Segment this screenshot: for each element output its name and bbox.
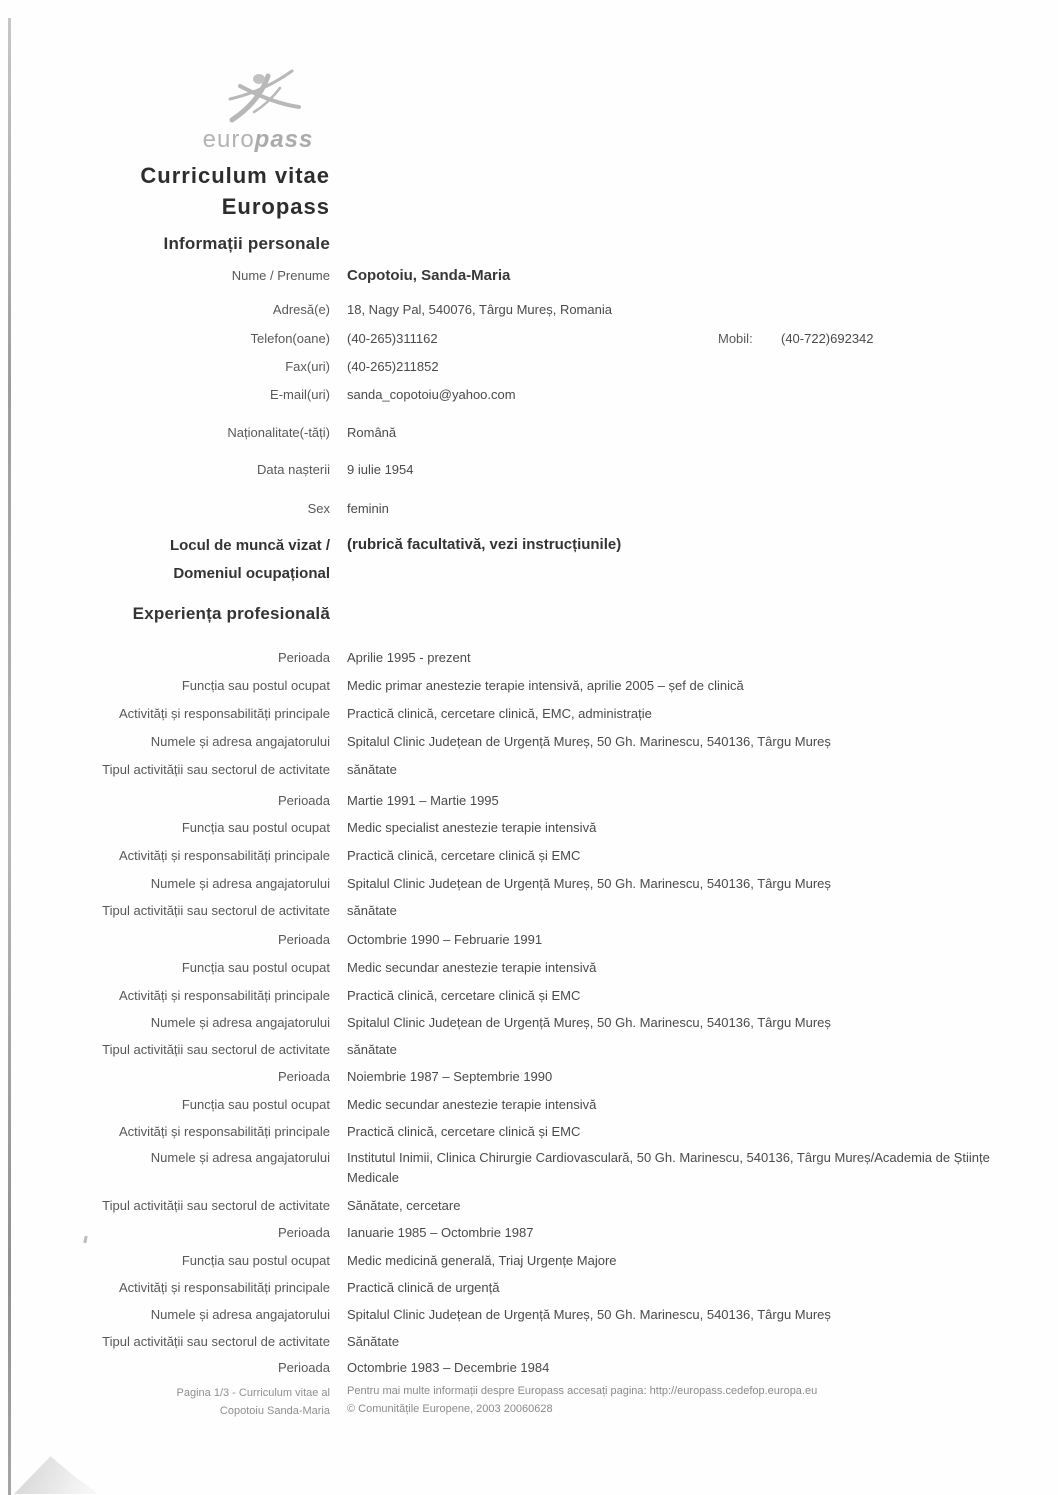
- exp5-employer-row: [0, 1305, 1010, 1325]
- logo-pass-text: pass: [254, 126, 314, 153]
- footer-page-line2: Copotoiu Sanda-Maria: [219, 1405, 330, 1417]
- position-label: Funcția sau postul ocupat: [181, 960, 330, 975]
- activities-label: Activități și responsabilități principale: [119, 1124, 330, 1139]
- activities-label: Activități și responsabilități principale: [119, 988, 330, 1003]
- position-label: Funcția sau postul ocupat: [181, 820, 330, 835]
- fax-label: Fax(uri): [285, 359, 330, 374]
- exp5-sector-row: [0, 1332, 1010, 1352]
- sector-label: Tipul activității sau sectorul de activitate: [102, 903, 330, 918]
- activities-label: Activități și responsabilități principale: [119, 706, 330, 721]
- row-address: [0, 300, 1010, 320]
- row-nationality: [0, 423, 1010, 443]
- exp2-period-row: [0, 791, 1010, 811]
- exp5-period-row: [0, 1223, 1010, 1243]
- period-label: Perioada: [277, 1069, 330, 1084]
- logo-euro-text: euro: [202, 126, 255, 153]
- footer-page-line1: Pagina 1/3 - Curriculum vitae al: [176, 1387, 330, 1399]
- exp1-position-row: [0, 676, 1010, 696]
- job-target-label: [0, 532, 330, 588]
- email-value: sanda_copotoiu@yahoo.com: [347, 387, 516, 402]
- phone-label: Telefon(oane): [250, 331, 330, 346]
- row-name: [0, 266, 1010, 286]
- sector-label: Tipul activității sau sectorul de activitate: [102, 762, 330, 777]
- title-line-1: Curriculum vitae: [140, 163, 330, 188]
- page-corner-fold: [14, 1448, 110, 1494]
- position-value: Medic primar anestezie terapie intensivă, aprilie 2005 – șef de clinică: [347, 678, 744, 693]
- period-label: Perioada: [277, 1225, 330, 1240]
- figure-head: [253, 74, 265, 84]
- exp4-period-row: [0, 1067, 1010, 1087]
- name-value: Copotoiu, Sanda-Maria: [347, 267, 511, 284]
- exp4-position-row: [0, 1095, 1010, 1115]
- phone-value: (40-265)311162: [347, 331, 438, 346]
- exp3-position-row: [0, 958, 1010, 978]
- sector-value: Sănătate: [347, 1334, 400, 1349]
- nationality-value: Română: [347, 425, 397, 440]
- period-label: Perioada: [277, 650, 330, 665]
- exp1-employer-row: [0, 732, 1010, 752]
- employer-value: Spitalul Clinic Județean de Urgență Mureș, 50 Gh. Marinescu, 540136, Târgu Mureș: [347, 876, 831, 891]
- activities-value: Practică clinică de urgență: [347, 1280, 500, 1295]
- exp1-activities-row: [0, 704, 1010, 724]
- period-label: Perioada: [277, 793, 330, 808]
- title-line-2: Europass: [221, 194, 330, 219]
- row-birth-date: [0, 460, 1010, 480]
- employer-label: Numele și adresa angajatorului: [150, 1150, 330, 1165]
- birth-date-value: 9 iulie 1954: [347, 462, 414, 477]
- employer-value: Spitalul Clinic Județean de Urgență Mureș, 50 Gh. Marinescu, 540136, Târgu Mureș: [347, 734, 831, 749]
- position-value: Medic secundar anestezie terapie intensivă: [347, 1097, 597, 1112]
- period-value: Ianuarie 1985 – Octombrie 1987: [347, 1225, 534, 1240]
- employer-value: Spitalul Clinic Județean de Urgență Mureș, 50 Gh. Marinescu, 540136, Târgu Mureș: [347, 1307, 831, 1322]
- sector-label: Tipul activității sau sectorul de activitate: [102, 1334, 330, 1349]
- position-value: Medic medicină generală, Triaj Urgențe Majore: [347, 1253, 617, 1268]
- section-heading-personal: Informații personale: [163, 234, 330, 253]
- exp5-position-row: [0, 1251, 1010, 1271]
- period-value: Octombrie 1983 – Decembrie 1984: [347, 1360, 550, 1375]
- period-value: Aprilie 1995 - prezent: [347, 650, 471, 665]
- row-email: [0, 385, 1010, 405]
- footer-europass-info: [347, 1382, 947, 1418]
- birth-date-label: Data nașterii: [257, 462, 330, 477]
- employer-value: Spitalul Clinic Județean de Urgență Mureș, 50 Gh. Marinescu, 540136, Târgu Mureș: [347, 1015, 831, 1030]
- exp1-sector-row: [0, 760, 1010, 780]
- exp1-period-row: [0, 648, 1010, 668]
- row-sex: [0, 499, 1010, 519]
- exp3-period-row: [0, 930, 1010, 950]
- mobile-label: Mobil:: [718, 331, 753, 346]
- exp3-sector-row: [0, 1040, 1010, 1060]
- position-value: Medic secundar anestezie terapie intensivă: [347, 960, 597, 975]
- position-value: Medic specialist anestezie terapie intensivă: [347, 820, 597, 835]
- footer-info-line1: Pentru mai multe informații despre Europass accesați pagina: http://europass.cedefop.europa.eu: [347, 1385, 818, 1397]
- period-value: Noiembrie 1987 – Septembrie 1990: [347, 1069, 553, 1084]
- activities-value: Practică clinică, cercetare clinică și EMC: [347, 1124, 581, 1139]
- row-phone: [0, 329, 1010, 349]
- footer-page-info: [0, 1384, 330, 1420]
- europass-logo: [198, 66, 318, 151]
- period-value: Octombrie 1990 – Februarie 1991: [347, 932, 543, 947]
- period-label: Perioada: [277, 1360, 330, 1375]
- europass-wordmark: [198, 126, 318, 153]
- sector-value: sănătate: [347, 903, 397, 918]
- employer-label: Numele și adresa angajatorului: [150, 876, 330, 891]
- sector-label: Tipul activității sau sectorul de activitate: [102, 1042, 330, 1057]
- position-label: Funcția sau postul ocupat: [181, 678, 330, 693]
- period-label: Perioada: [277, 932, 330, 947]
- email-label: E-mail(uri): [270, 387, 330, 402]
- address-label: Adresă(e): [272, 302, 330, 317]
- exp2-activities-row: [0, 846, 1010, 866]
- exp2-position-row: [0, 818, 1010, 838]
- nationality-label: Naționalitate(-tăți): [227, 425, 330, 440]
- document-title: [0, 160, 330, 222]
- employer-value: Institutul Inimii, Clinica Chirurgie Cardiovasculară, 50 Gh. Marinescu, 540136, Târgu Mureș/Academia de Științe Medicale: [347, 1150, 990, 1185]
- footer-info-line2: © Comunitățile Europene, 2003 20060628: [347, 1403, 553, 1415]
- exp4-activities-row: [0, 1122, 1010, 1142]
- activities-value: Practică clinică, cercetare clinică și EMC: [347, 848, 581, 863]
- employer-label: Numele și adresa angajatorului: [150, 1015, 330, 1030]
- exp2-sector-row: [0, 901, 1010, 921]
- exp6-period-row: [0, 1358, 1010, 1378]
- activities-label: Activități și responsabilități principale: [119, 1280, 330, 1295]
- sector-value: sănătate: [347, 762, 397, 777]
- sex-value: feminin: [347, 501, 389, 516]
- position-label: Funcția sau postul ocupat: [181, 1253, 330, 1268]
- address-value: 18, Nagy Pal, 540076, Târgu Mureș, Romania: [347, 302, 612, 317]
- mobile-value: (40-722)692342: [781, 331, 874, 346]
- position-label: Funcția sau postul ocupat: [181, 1097, 330, 1112]
- row-fax: [0, 357, 1010, 377]
- exp5-activities-row: [0, 1278, 1010, 1298]
- section-heading-experience: Experiența profesională: [132, 604, 330, 623]
- name-label: Nume / Prenume: [231, 268, 330, 283]
- exp4-employer-row: [0, 1148, 1010, 1188]
- fax-value: (40-265)211852: [347, 359, 439, 374]
- employer-label: Numele și adresa angajatorului: [150, 734, 330, 749]
- sector-label: Tipul activității sau sectorul de activitate: [102, 1198, 330, 1213]
- sex-label: Sex: [307, 501, 330, 516]
- exp3-employer-row: [0, 1013, 1010, 1033]
- exp4-sector-row: [0, 1196, 1010, 1216]
- job-target-label-line2: Domeniul ocupațional: [173, 565, 330, 582]
- job-target-value: (rubrică facultativă, vezi instrucțiunile): [347, 536, 622, 553]
- period-value: Martie 1991 – Martie 1995: [347, 793, 499, 808]
- employer-label: Numele și adresa angajatorului: [150, 1307, 330, 1322]
- exp3-activities-row: [0, 986, 1010, 1006]
- sector-value: sănătate: [347, 1042, 397, 1057]
- activities-label: Activități și responsabilități principale: [119, 848, 330, 863]
- job-target-label-line1: Locul de muncă vizat /: [169, 537, 330, 554]
- activities-value: Practică clinică, cercetare clinică, EMC, administrație: [347, 706, 652, 721]
- sector-value: Sănătate, cercetare: [347, 1198, 461, 1213]
- exp2-employer-row: [0, 874, 1010, 894]
- europass-figure-icon: [202, 66, 314, 124]
- activities-value: Practică clinică, cercetare clinică și EMC: [347, 988, 581, 1003]
